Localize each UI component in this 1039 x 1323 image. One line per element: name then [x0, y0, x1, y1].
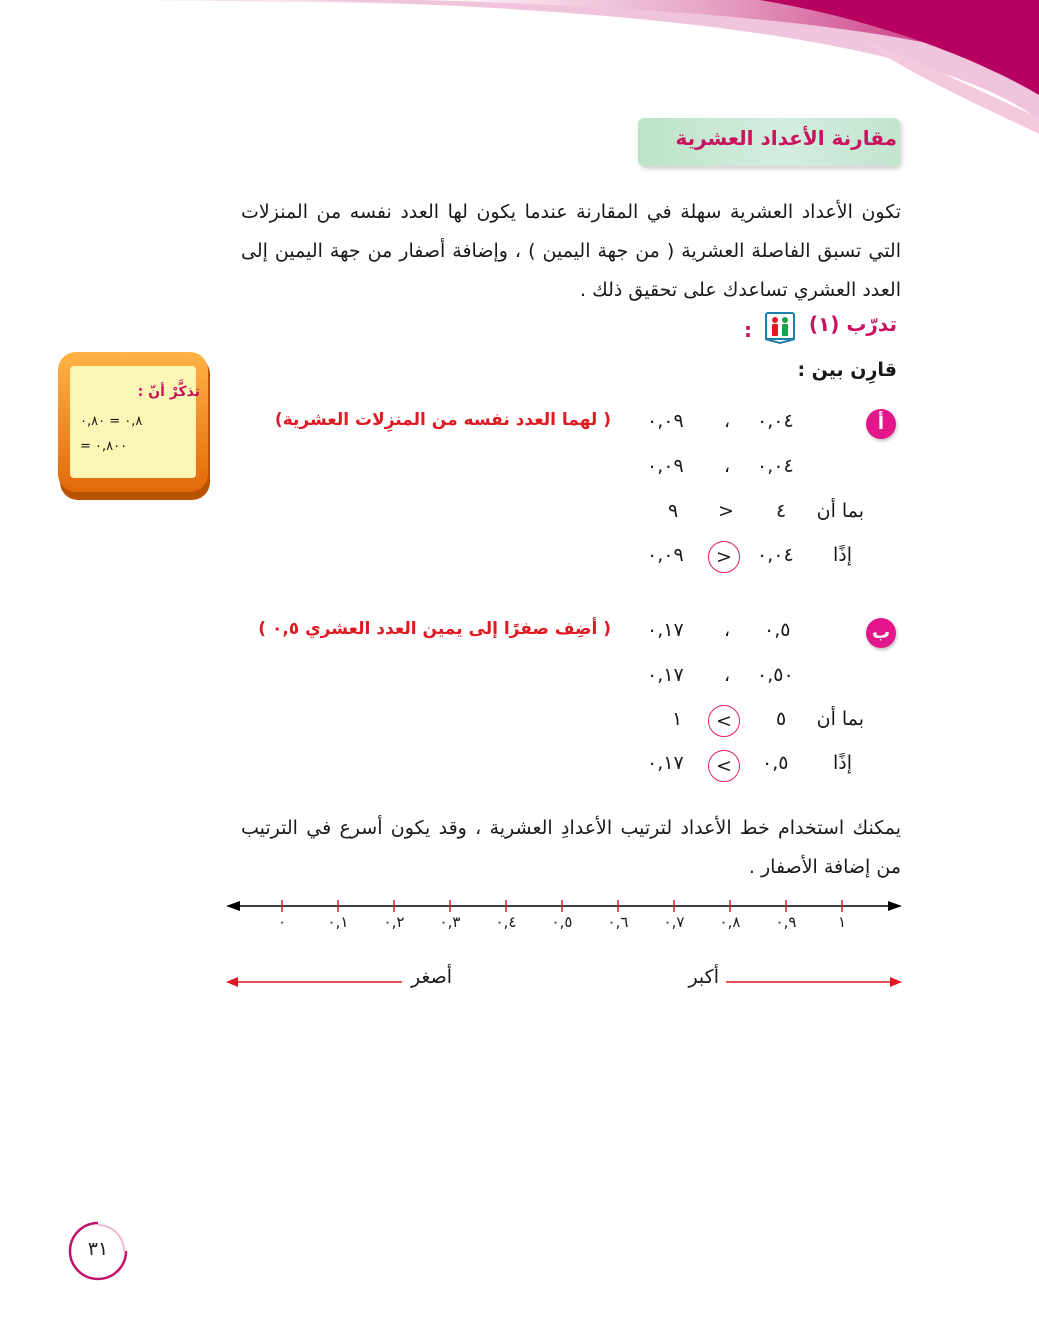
part-a-badge: أ [866, 409, 896, 439]
section-title: مقارنة الأعداد العشرية [675, 126, 897, 150]
number-line-tick-label: ٠,٩ [775, 913, 797, 931]
part-a-then-op-circle: > [708, 541, 740, 573]
part-b-note: ( أضِف صفرًا إلى يمين العدد العشري ٠,٥ ) [258, 619, 611, 639]
part-b-row2-sep: ، [724, 664, 731, 686]
number-line-tick-label: ١ [837, 913, 847, 931]
part-a-then-a: ٠,٠٤ [757, 544, 794, 566]
number-line-tick-label: ٠,١ [327, 913, 349, 931]
training-label: تدرّب (١) [808, 312, 897, 336]
reminder-line-1: ٠,٨ = ٠,٨٠ [80, 414, 143, 429]
number-line-tick-label: ٠,٦ [607, 913, 629, 931]
number-line-tick-label: ٠,٨ [719, 913, 741, 931]
part-b-since-b: ١ [672, 708, 683, 730]
part-a-row1-num-b: ٠,٠٩ [647, 410, 684, 432]
reminder-line-2: = ٠,٨٠٠ [80, 439, 128, 454]
number-line-tick-label: ٠,٥ [551, 913, 573, 931]
part-b-badge: ب [866, 618, 896, 648]
number-line-tick-label: ٠,٤ [495, 913, 517, 931]
bigger-label: أكبر [688, 966, 719, 988]
number-line-tick-label: ٠ [277, 913, 287, 931]
ordering-paragraph: يمكنك استخدام خط الأعداد لترتيب الأعدادِ العشرية ، وقد يكون أسرع في الترتيب من إضافة الأصفار . [241, 817, 901, 878]
part-a-row2-num-b: ٠,٠٩ [647, 455, 684, 477]
smaller-label: أصغر [410, 966, 452, 988]
part-a-row2-num-a: ٠,٠٤ [757, 455, 794, 477]
part-a-since-b: ٩ [668, 500, 679, 522]
part-a-row1-num-a: ٠,٠٤ [757, 410, 794, 432]
reminder-title: تذكَّرْ أنّ : [137, 384, 200, 400]
part-a-row2-sep: ، [724, 455, 731, 477]
part-b-row1-sep: ، [724, 619, 731, 641]
part-b-since-op-circle: < [708, 705, 740, 737]
part-b-row1-num-b: ٠,١٧ [647, 619, 684, 641]
number-line-tick-label: ٠,٣ [439, 913, 461, 931]
part-a-then-b: ٠,٠٩ [647, 544, 684, 566]
part-a-row1-sep: ، [724, 410, 731, 432]
part-b-row2-num-b: ٠,١٧ [647, 664, 684, 686]
part-b-row2-num-a: ٠,٥٠ [757, 664, 794, 686]
bigger-arrow [726, 975, 902, 989]
smaller-arrow [226, 975, 402, 989]
part-a-since-op: > [718, 500, 734, 522]
two-students-book-icon [763, 311, 797, 345]
training-heading [809, 312, 897, 336]
compare-instruction: قارِن بين : [797, 359, 897, 381]
part-a-since-label: بما أن [816, 500, 864, 522]
part-b-since-a: ٥ [776, 708, 787, 730]
part-a-note: ( لهما العدد نفسه من المنزِلات العشرية) [274, 410, 611, 430]
page-number: ٣١ [87, 1238, 109, 1260]
number-line-tick-label: ٠,٢ [383, 913, 405, 931]
part-b-then-op-circle: < [708, 750, 740, 782]
part-b-then-a: ٠,٥ [762, 752, 789, 774]
number-line-tick-label: ٠,٧ [663, 913, 685, 931]
part-b-then-b: ٠,١٧ [647, 752, 684, 774]
part-b-since-label: بما أن [816, 708, 864, 730]
part-a-then-label: إذًا [832, 544, 852, 566]
training-colon: : [744, 318, 752, 342]
intro-paragraph: تكون الأعداد العشرية سهلة في المقارنة عندما يكون لها العدد نفسه من المنزلات التي تسبق الفاصلة العشرية ( من جهة اليمين ) ، وإضافة أصفار من جهة اليمين إلى العدد العشري تساعدك على تحقيق ذلك . [241, 201, 901, 301]
part-b-then-label: إذًا [832, 752, 852, 774]
part-b-row1-num-a: ٠,٥ [764, 619, 791, 641]
part-a-since-a: ٤ [776, 500, 787, 522]
